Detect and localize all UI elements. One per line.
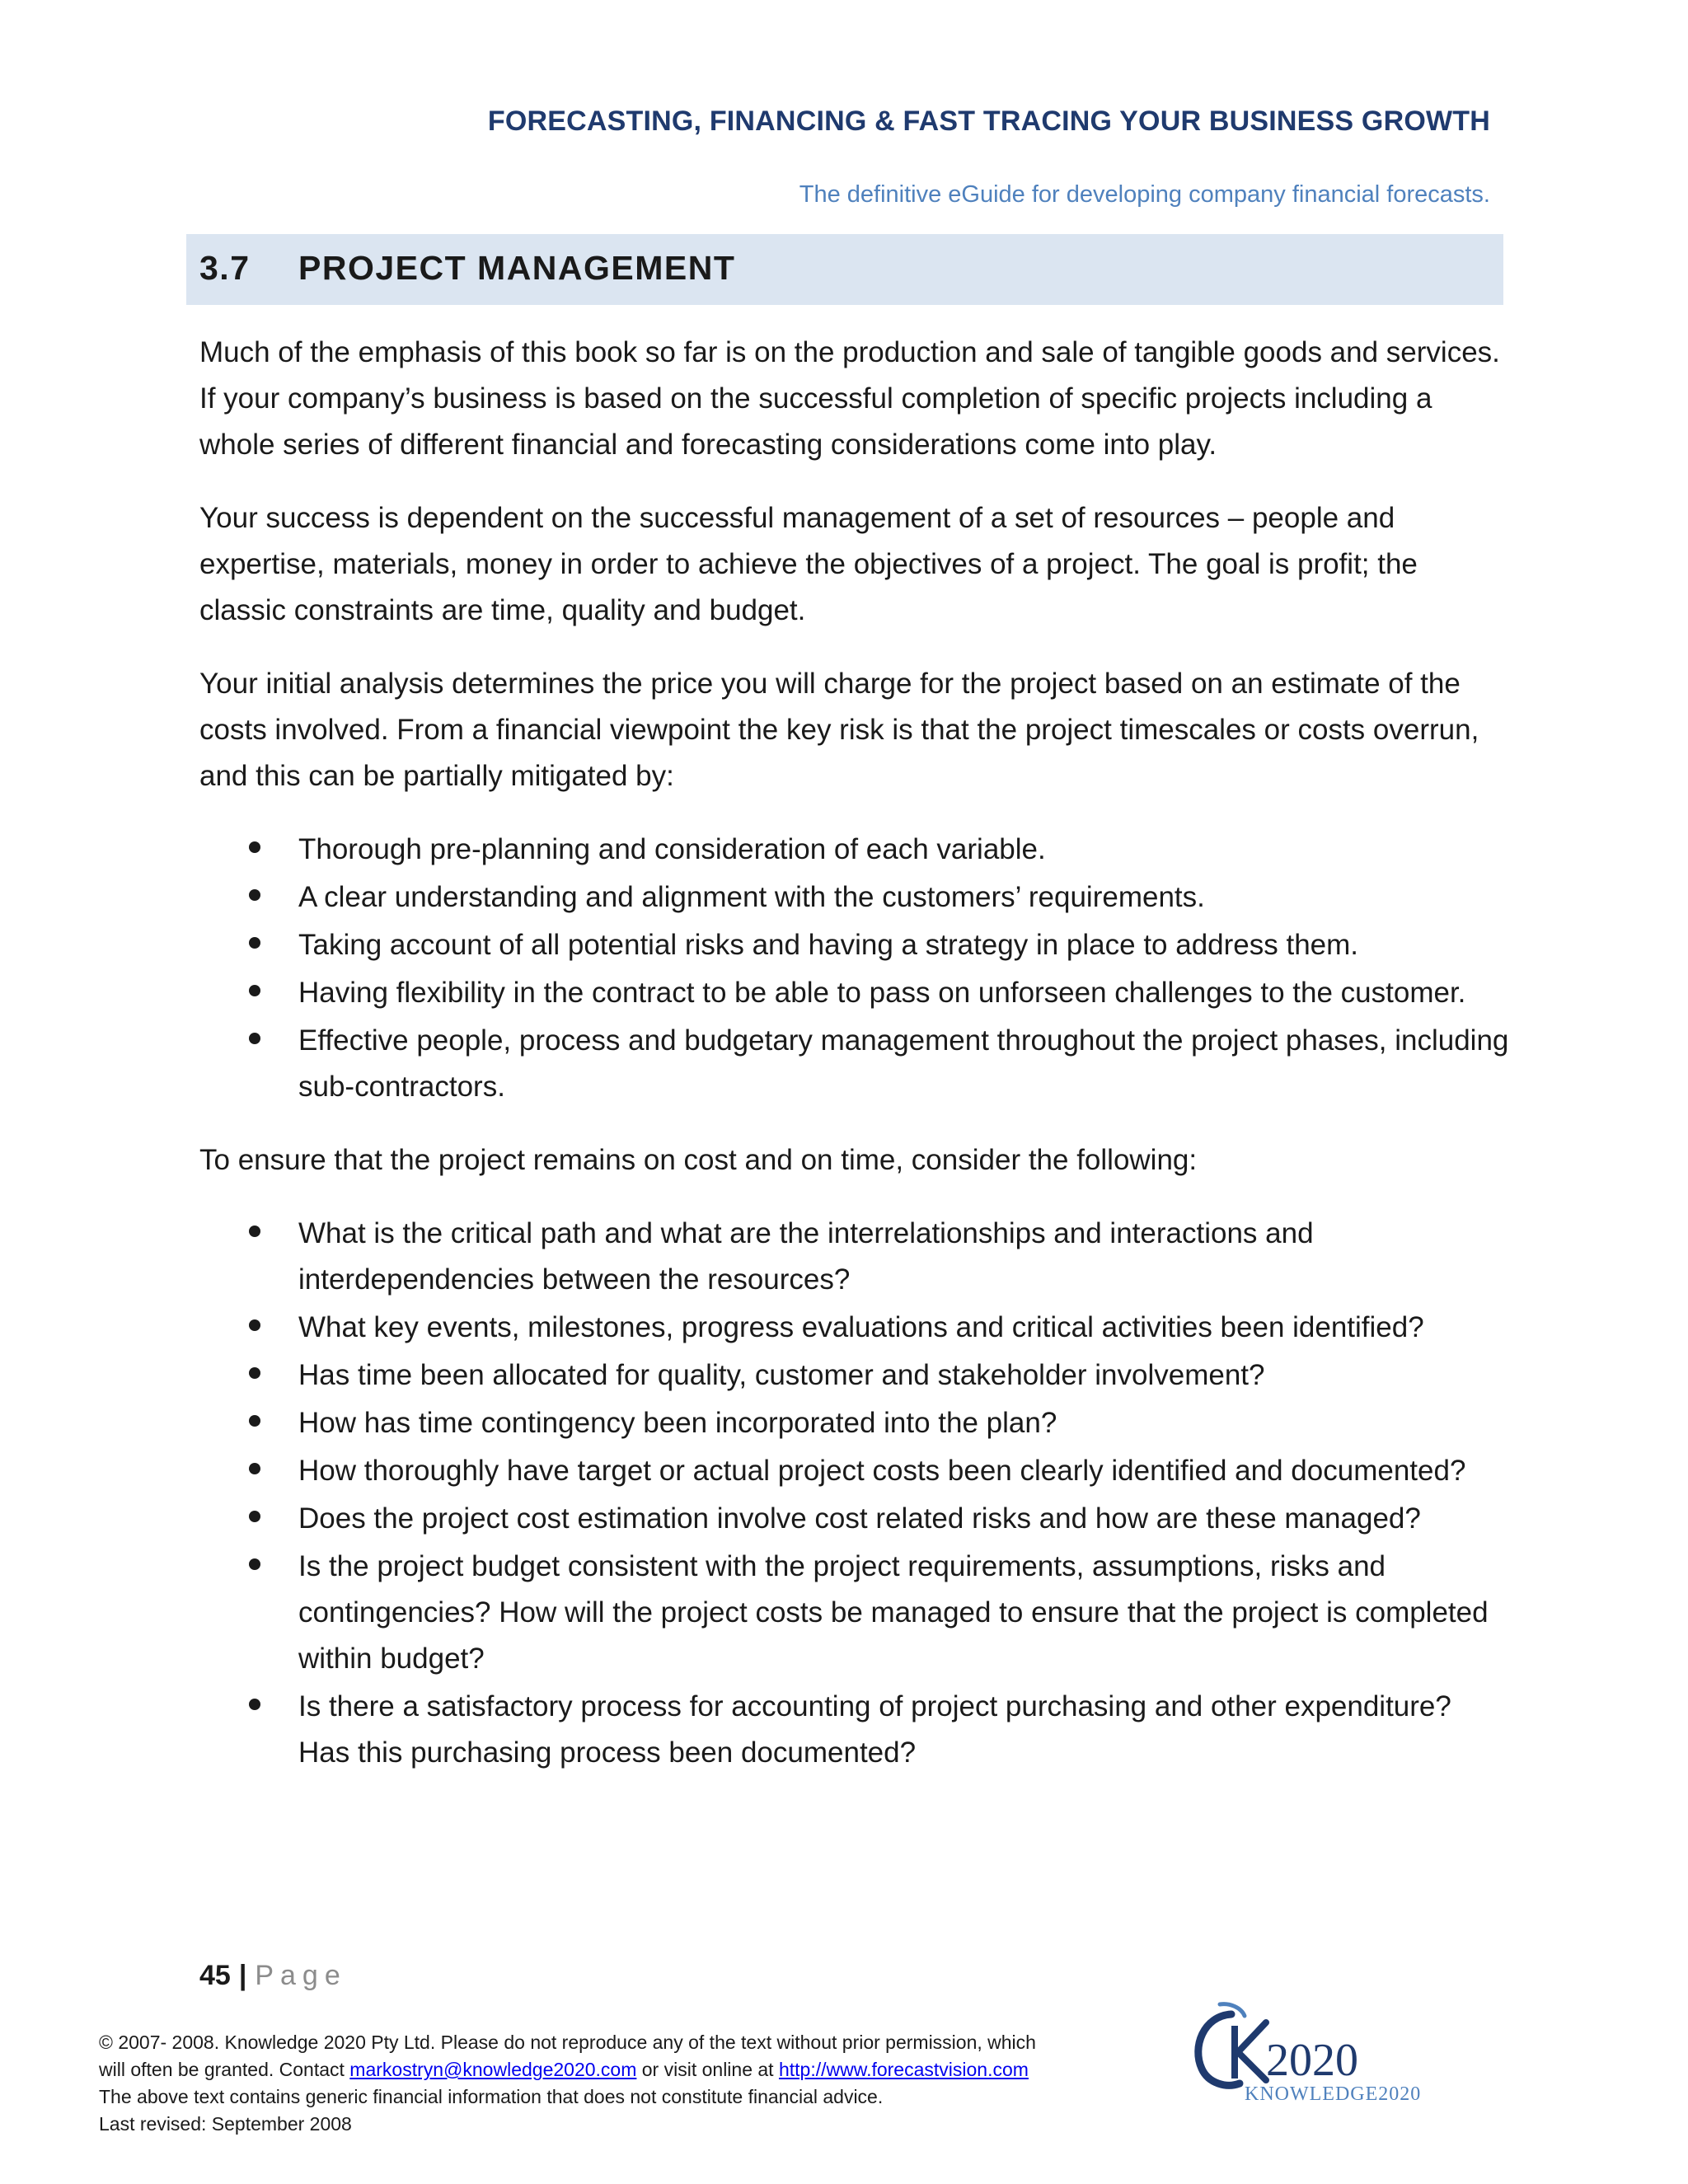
considerations-list [199, 1211, 1510, 1776]
mitigation-list [199, 827, 1510, 1110]
section-heading-bar [186, 234, 1503, 305]
footer-line: The above text contains generic financial information that does not constitute financial advice. [99, 2086, 884, 2107]
logo-wordmark: 2020 [1266, 2035, 1358, 2086]
bullet-icon [249, 1699, 260, 1710]
paragraph-intro: Much of the emphasis of this book so far is on the production and sale of tangible goods and services. If your company’s business is based on the successful completion of specific projects including a whole series of different financial and forecasting considerations come into play. [199, 336, 1500, 461]
list-item: What key events, milestones, progress evaluations and critical activities been identified? [199, 1305, 1510, 1351]
page-number-value: 45 [199, 1960, 231, 1991]
bullet-icon [249, 1415, 260, 1427]
website-link[interactable]: http://www.forecastvision.com [778, 2059, 1029, 2080]
section-title: PROJECT MANAGEMENT [298, 249, 736, 287]
page-number-separator: | [238, 1960, 247, 1991]
running-header-subtitle: The definitive eGuide for developing company financial forecasts. [799, 181, 1490, 208]
page-number [199, 1960, 347, 1992]
bullet-icon [249, 1463, 260, 1474]
list-item: Does the project cost estimation involve cost related risks and how are these managed? [199, 1496, 1510, 1542]
bullet-icon [249, 1319, 260, 1331]
footer-line: © 2007- 2008. Knowledge 2020 Pty Ltd. Please do not reproduce any of the text without prior permission, which [99, 2032, 1036, 2053]
knowledge2020-logo [1184, 1998, 1431, 2107]
running-header-title: FORECASTING, FINANCING & FAST TRACING YOUR BUSINESS GROWTH [487, 105, 1490, 137]
list-item: A clear understanding and alignment with the customers’ requirements. [199, 874, 1510, 921]
bullet-icon [249, 1558, 260, 1570]
list-item: What is the critical path and what are the interrelationships and interactions and interdependencies between the resources? [199, 1211, 1510, 1303]
logo-subtext: KNOWLEDGE2020 [1245, 2083, 1422, 2105]
paragraph-ensure: To ensure that the project remains on cost and on time, consider the following: [199, 1144, 1198, 1176]
list-item: Thorough pre-planning and consideration of each variable. [199, 827, 1510, 873]
paragraph-success: Your success is dependent on the successful management of a set of resources – people and expertise, materials, money in order to achieve the objectives of a project. The goal is profit; the classic constraints are time, quality and budget. [199, 502, 1418, 626]
list-item: Having flexibility in the contract to be able to pass on unforseen challenges to the customer. [199, 970, 1510, 1016]
bullet-icon [249, 889, 260, 901]
knowledge2020-logo-mark [1184, 1998, 1431, 2107]
bullet-icon [249, 1226, 260, 1237]
list-item: How has time contingency been incorporated into the plan? [199, 1400, 1510, 1446]
bullet-icon [249, 841, 260, 853]
page-label: Page [255, 1960, 347, 1991]
list-item: Effective people, process and budgetary management throughout the project phases, including sub-contractors. [199, 1018, 1510, 1110]
bullet-icon [249, 1367, 260, 1379]
footer-contact-line: will often be granted. Contact markostryn@knowledge2020.com or visit online at http://www.forecastvision.com [99, 2059, 1029, 2080]
paragraph-analysis: Your initial analysis determines the price you will charge for the project based on an estimate of the costs involved. From a financial viewpoint the key risk is that the project timescales or costs overrun, and this can be partially mitigated by: [199, 668, 1479, 792]
email-link[interactable]: markostryn@knowledge2020.com [349, 2059, 637, 2080]
list-item: Has time been allocated for quality, customer and stakeholder involvement? [199, 1352, 1510, 1399]
bullet-icon [249, 937, 260, 949]
section-number: 3.7 [199, 249, 251, 287]
body-text [199, 330, 1510, 1803]
list-item: How thoroughly have target or actual project costs been clearly identified and documented? [199, 1448, 1510, 1494]
copyright-footer [99, 2029, 1170, 2138]
footer-line: Last revised: September 2008 [99, 2113, 352, 2135]
bullet-icon [249, 985, 260, 996]
bullet-icon [249, 1033, 260, 1044]
bullet-icon [249, 1511, 260, 1522]
list-item: Is the project budget consistent with the project requirements, assumptions, risks and contingencies? How will the project costs be managed to ensure that the project is completed within budget? [199, 1544, 1510, 1682]
list-item: Is there a satisfactory process for accounting of project purchasing and other expenditure? Has this purchasing process been documented? [199, 1684, 1510, 1776]
list-item: Taking account of all potential risks and having a strategy in place to address them. [199, 922, 1510, 968]
